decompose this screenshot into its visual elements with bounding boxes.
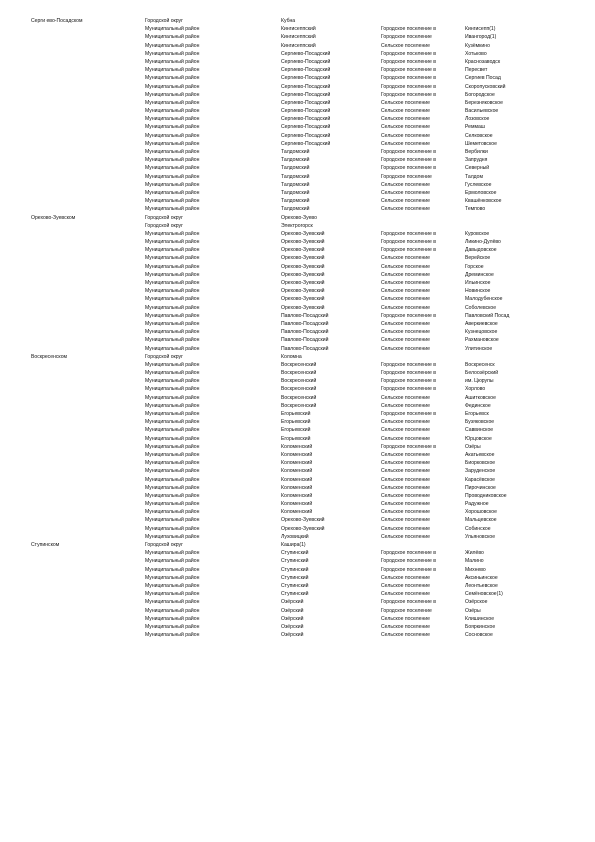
type-cell: Муниципальный район [145,550,200,557]
settlement-type-cell: Сельское поселение [381,460,430,467]
region-cell: Орехово-Зуевском [31,214,76,221]
district-cell: Сергиево-Посадский [281,58,331,65]
settlement-cell: Белоозёрский [465,370,499,377]
district-cell: Озёрский [281,607,304,614]
district-cell: Луховицкий [281,533,309,540]
type-cell: Муниципальный район [145,26,200,33]
settlement-cell: Сергиев Посад [465,75,501,82]
settlement-type-cell: Городское поселение в [381,411,436,417]
district-cell: Талдомский [281,198,310,205]
settlement-cell: Семёновское(1) [465,591,503,598]
settlement-cell: Бузяковское [465,419,495,426]
settlement-cell: Соболевское [465,304,497,311]
settlement-type-cell: Городское поселение в [381,312,436,319]
district-cell: Сергиево-Посадский [281,132,331,139]
district-cell: Павлово-Посадский [281,312,329,319]
settlement-cell: Радужное [465,501,489,508]
district-cell: Коломенский [281,460,313,467]
settlement-type-cell: Сельское поселение [381,427,430,434]
type-cell: Городской округ [145,214,183,221]
settlement-type-cell: Городское поселение в [381,239,436,246]
settlement-type-cell: Городское поселение [381,34,432,41]
settlement-cell: Заруденское [465,468,496,475]
settlement-cell: Мальцевское [465,517,497,524]
district-cell: Коломенский [281,443,313,450]
district-cell: Павлово-Посадский [281,345,329,352]
settlement-cell: Жилёво [465,550,484,557]
settlement-cell: Квашёнковское [465,198,502,205]
settlement-cell: Саввинское [465,427,494,434]
district-cell: Сергиево-Посадский [281,124,331,131]
settlement-type-cell: Сельское поселение [381,582,430,589]
type-cell: Муниципальный район [145,312,200,319]
settlement-cell: Озёрское [465,599,488,606]
settlement-type-cell: Сельское поселение [381,255,430,262]
settlement-type-cell: Сельское поселение [381,189,430,196]
district-cell: Коломна [281,353,302,360]
type-cell: Муниципальный район [145,574,200,581]
district-cell: Коломенский [281,451,313,458]
type-cell: Муниципальный район [145,632,200,639]
district-cell: Орехово-Зуевский [281,271,325,278]
settlement-type-cell: Городское поселение в [381,149,436,155]
settlement-cell: Михнево [465,566,486,573]
district-cell: Сергиево-Посадский [281,116,331,123]
type-cell: Муниципальный район [145,337,200,344]
district-cell: Сергиево-Посадский [281,99,331,106]
district-cell: Кингисеппский [281,34,316,41]
type-cell: Муниципальный район [145,124,200,131]
district-cell: Орехово-Зуевский [281,288,325,295]
settlement-cell: Верейское [465,255,491,262]
district-cell: Ступинский [281,558,309,565]
settlement-cell: Богородское [465,91,495,98]
settlement-cell: Ермоловское [465,189,497,196]
type-cell: Муниципальный район [145,198,200,205]
district-cell: Талдомский [281,149,310,155]
settlement-cell: Ивангород(1) [465,34,497,41]
type-cell: Муниципальный район [145,468,200,475]
settlement-type-cell: Городское поселение в [381,378,436,385]
settlement-type-cell: Сельское поселение [381,198,430,205]
type-cell: Муниципальный район [145,50,200,57]
settlement-cell: Кузёмкино [465,42,490,49]
district-cell: Орехово-Зуевский [281,517,325,524]
settlement-cell: Ликино-Дулёво [465,239,501,246]
district-cell: Павлово-Посадский [281,320,329,327]
type-cell: Городской округ [145,18,183,24]
settlement-type-cell: Сельское поселение [381,304,430,311]
settlement-type-cell: Городское поселение в [381,558,436,565]
district-cell: Озёрский [281,599,304,606]
settlement-cell: Озёры [465,607,481,614]
type-cell: Муниципальный район [145,206,200,213]
settlement-type-cell: Сельское поселение [381,484,430,491]
type-cell: Муниципальный район [145,460,200,467]
district-cell: Орехово-Зуевский [281,304,325,311]
type-cell: Муниципальный район [145,75,200,82]
type-cell: Муниципальный район [145,492,200,499]
type-cell: Муниципальный район [145,181,200,188]
district-cell: Орехово-Зуевский [281,247,325,254]
district-cell: Воскресенский [281,378,317,385]
type-cell: Муниципальный район [145,230,200,237]
settlement-cell: Бояркинское [465,623,496,630]
settlement-type-cell: Сельское поселение [381,288,430,295]
settlement-cell: Шеметовское [465,140,497,147]
settlement-cell: Куровское [465,230,490,237]
settlement-type-cell: Сельское поселение [381,337,430,344]
settlement-type-cell: Сельское поселение [381,623,430,630]
region-cell: Ступинском [31,542,60,548]
settlement-type-cell: Городское поселение в [381,26,436,33]
settlement-type-cell: Городское поселение в [381,67,436,74]
settlement-type-cell: Городское поселение в [381,599,436,606]
type-cell: Муниципальный район [145,189,200,196]
settlement-cell: Акатьевское [465,451,495,458]
settlement-cell: Горское [465,263,484,270]
type-cell: Муниципальный район [145,296,200,303]
type-cell: Муниципальный район [145,615,200,622]
settlement-type-cell: Сельское поселение [381,574,430,581]
settlement-type-cell: Сельское поселение [381,132,430,139]
settlement-type-cell: Сельское поселение [381,329,430,336]
district-cell: Озёрский [281,623,304,630]
settlement-cell: Фединское [465,402,491,409]
type-cell: Муниципальный район [145,558,200,565]
type-cell: Муниципальный район [145,165,200,172]
district-cell: Егорьевский [281,435,311,442]
settlement-type-cell: Городское поселение в [381,370,436,377]
settlement-type-cell: Сельское поселение [381,509,430,516]
district-cell: Орехово-Зуево [281,214,317,221]
settlement-type-cell: Городское поселение в [381,361,436,368]
type-cell: Муниципальный район [145,427,200,434]
type-cell: Муниципальный район [145,83,200,90]
district-cell: Сергиево-Посадский [281,91,331,98]
settlement-type-cell: Городское поселение в [381,165,436,172]
settlement-type-cell: Городское поселение в [381,443,436,450]
region-cell: Воскресенском [31,353,68,360]
district-cell: Талдомский [281,181,310,188]
settlement-type-cell: Городское поселение [381,607,432,614]
settlement-cell: Лозовское [465,116,490,123]
type-cell: Муниципальный район [145,91,200,98]
settlement-cell: Проводниковское [465,492,507,499]
district-cell: Егорьевский [281,427,311,434]
district-cell: Ступинский [281,582,309,589]
district-cell: Егорьевский [281,419,311,426]
type-cell: Муниципальный район [145,402,200,409]
settlement-type-cell: Сельское поселение [381,402,430,409]
type-cell: Муниципальный район [145,345,200,352]
settlement-cell: Скоропусковский [465,83,506,90]
district-cell: Кингисеппский [281,42,316,49]
type-cell: Муниципальный район [145,140,200,147]
district-cell: Павлово-Посадский [281,337,329,344]
settlement-cell: Васильевское [465,108,499,115]
settlement-type-cell: Сельское поселение [381,124,430,131]
settlement-cell: Дреминское [465,271,494,278]
settlement-cell: Запрудня [465,157,488,164]
settlement-cell: Павловский Посад [465,312,510,319]
type-cell: Муниципальный район [145,484,200,491]
settlement-type-cell: Городское поселение в [381,50,436,57]
settlement-type-cell: Сельское поселение [381,394,430,401]
settlement-type-cell: Сельское поселение [381,263,430,270]
settlement-cell: Талдом [465,173,483,180]
type-cell: Городской округ [145,353,183,360]
type-cell: Муниципальный район [145,173,200,180]
type-cell: Муниципальный район [145,361,200,368]
settlement-type-cell: Сельское поселение [381,533,430,540]
settlement-cell: Рахмановское [465,337,499,344]
settlement-cell: Юрцовское [465,435,492,442]
type-cell: Муниципальный район [145,525,200,532]
district-cell: Сергиево-Посадский [281,108,331,115]
settlement-type-cell: Сельское поселение [381,345,430,352]
settlement-cell: Карасёвское [465,476,495,483]
type-cell: Муниципальный район [145,582,200,589]
settlement-cell: Хорошовское [465,509,497,516]
settlement-cell: Егорьевск [465,411,489,417]
settlement-cell: Давыдовское [465,247,497,254]
settlement-type-cell: Сельское поселение [381,140,430,147]
settlement-cell: Хотьково [465,50,487,57]
district-cell: Орехово-Зуевский [281,296,325,303]
settlement-type-cell: Сельское поселение [381,108,430,115]
type-cell: Муниципальный район [145,370,200,377]
type-cell: Муниципальный район [145,501,200,508]
district-cell: Коломенский [281,476,313,483]
settlement-cell: Сосновское [465,632,493,639]
settlement-type-cell: Сельское поселение [381,591,430,598]
type-cell: Муниципальный район [145,280,200,286]
settlement-type-cell: Сельское поселение [381,99,430,106]
settlement-type-cell: Городское поселение в [381,247,436,254]
settlement-type-cell: Сельское поселение [381,632,430,639]
type-cell: Муниципальный район [145,329,200,336]
type-cell: Муниципальный район [145,599,200,606]
district-cell: Егорьевский [281,411,311,417]
district-cell: Электрогорск [281,222,313,229]
district-cell: Ступинский [281,574,309,581]
settlement-type-cell: Сельское поселение [381,615,430,622]
settlement-cell: Собинское [465,525,491,532]
settlement-type-cell: Городское поселение [381,173,432,180]
settlement-type-cell: Сельское поселение [381,320,430,327]
settlement-type-cell: Городское поселение в [381,58,436,65]
type-cell: Муниципальный район [145,435,200,442]
settlement-cell: Кузнецовское [465,329,498,336]
type-cell: Муниципальный район [145,288,200,295]
settlement-cell: им. Цюрупы [465,378,494,385]
district-cell: Сергиево-Посадский [281,50,331,57]
type-cell: Муниципальный район [145,476,200,483]
settlement-type-cell: Сельское поселение [381,476,430,483]
district-cell: Орехово-Зуевский [281,525,325,532]
type-cell: Муниципальный район [145,451,200,458]
settlement-type-cell: Городское поселение в [381,157,436,164]
type-cell: Муниципальный район [145,411,200,417]
type-cell: Муниципальный район [145,67,200,74]
settlement-cell: Малодубенское [465,296,503,303]
type-cell: Муниципальный район [145,386,200,393]
type-cell: Муниципальный район [145,566,200,573]
district-cell: Коломенский [281,484,313,491]
region-cell: Серги ево-Посадском [31,18,83,24]
type-cell: Муниципальный район [145,58,200,65]
type-cell: Муниципальный район [145,239,200,246]
settlement-cell: Аксиньинское [465,574,498,581]
type-cell: Городской округ [145,542,183,548]
settlement-cell: Воскресенск [465,361,495,368]
district-cell: Талдомский [281,157,310,164]
type-cell: Муниципальный район [145,108,200,115]
district-cell: Сергиево-Посадский [281,67,331,74]
type-cell: Муниципальный район [145,99,200,106]
district-cell: Ступинский [281,566,309,573]
settlement-type-cell: Городское поселение в [381,386,436,393]
district-cell: Орехово-Зуевский [281,263,325,270]
settlement-type-cell: Городское поселение в [381,83,436,90]
district-cell: Коломенский [281,509,313,516]
type-cell: Муниципальный район [145,419,200,426]
type-cell: Муниципальный район [145,517,200,524]
settlement-cell: Ильинское [465,280,491,286]
settlement-type-cell: Сельское поселение [381,468,430,475]
type-cell: Городской округ [145,222,183,229]
settlement-type-cell: Городское поселение в [381,566,436,573]
district-cell: Ступинский [281,591,309,598]
district-cell: Сергиево-Посадский [281,75,331,82]
settlement-cell: Краснозаводск [465,58,501,65]
type-cell: Муниципальный район [145,263,200,270]
settlement-cell: Озёры [465,443,481,450]
settlement-type-cell: Сельское поселение [381,206,430,213]
settlement-cell: Гуслевское [465,181,492,188]
settlement-cell: Селковское [465,132,493,139]
type-cell: Муниципальный район [145,378,200,385]
type-cell: Муниципальный район [145,255,200,262]
district-cell: Орехово-Зуевский [281,230,325,237]
settlement-type-cell: Сельское поселение [381,492,430,499]
district-cell: Воскресенский [281,402,317,409]
settlement-type-cell: Сельское поселение [381,525,430,532]
district-cell: Кубна [281,18,296,24]
settlement-type-cell: Городское поселение в [381,550,436,557]
settlement-cell: Новинское [465,288,491,295]
type-cell: Муниципальный район [145,591,200,598]
settlement-type-cell: Городское поселение в [381,75,436,82]
settlement-type-cell: Сельское поселение [381,181,430,188]
settlement-cell: Северный [465,165,490,172]
settlement-cell: Пересвет [465,67,488,74]
settlement-type-cell: Сельское поселение [381,116,430,123]
settlement-cell: Леонтьевское [465,582,498,589]
type-cell: Муниципальный район [145,304,200,311]
district-cell: Озёрский [281,632,304,639]
settlement-cell: Клишинское [465,615,495,622]
type-cell: Муниципальный район [145,509,200,516]
settlement-type-cell: Городское поселение в [381,91,436,98]
settlement-type-cell: Сельское поселение [381,42,430,49]
type-cell: Муниципальный район [145,623,200,630]
district-cell: Воскресенский [281,370,317,377]
district-cell: Орехово-Зуевский [281,280,325,286]
district-cell: Кашира(1) [281,542,306,548]
settlement-type-cell: Сельское поселение [381,501,430,508]
district-cell: Павлово-Посадский [281,329,329,336]
district-cell: Воскресенский [281,394,317,401]
settlement-type-cell: Городское поселение в [381,230,436,237]
district-cell: Талдомский [281,206,310,213]
settlement-type-cell: Сельское поселение [381,280,430,286]
district-cell: Воскресенский [281,361,317,368]
settlement-cell: Кингисепп(1) [465,26,496,33]
type-cell: Муниципальный район [145,42,200,49]
district-cell: Талдомский [281,165,310,172]
settlement-type-cell: Сельское поселение [381,271,430,278]
type-cell: Муниципальный район [145,607,200,614]
district-cell: Талдомский [281,173,310,180]
district-cell: Кингисеппский [281,26,316,33]
type-cell: Муниципальный район [145,320,200,327]
district-cell: Коломенский [281,492,313,499]
district-cell: Сергиево-Посадский [281,83,331,90]
type-cell: Муниципальный район [145,149,200,155]
type-cell: Муниципальный район [145,116,200,123]
settlement-cell: Малино [465,558,484,565]
type-cell: Муниципальный район [145,34,200,41]
district-cell: Орехово-Зуевский [281,239,325,246]
settlement-type-cell: Сельское поселение [381,517,430,524]
district-cell: Воскресенский [281,386,317,393]
district-cell: Сергиево-Посадский [281,140,331,147]
settlement-cell: Вербилки [465,149,488,155]
type-cell: Муниципальный район [145,533,200,540]
type-cell: Муниципальный район [145,271,200,278]
district-cell: Озёрский [281,615,304,622]
district-cell: Ступинский [281,550,309,557]
district-cell: Коломенский [281,501,313,508]
settlement-cell: Реммаш [465,124,485,131]
settlement-cell: Биорковское [465,460,496,467]
settlement-cell: Аверкиевское [465,320,498,327]
settlement-cell: Ульяновское [465,533,496,540]
settlement-type-cell: Сельское поселение [381,435,430,442]
settlement-type-cell: Сельское поселение [381,296,430,303]
district-cell: Орехово-Зуевский [281,255,325,262]
type-cell: Муниципальный район [145,157,200,164]
settlement-type-cell: Сельское поселение [381,451,430,458]
type-cell: Муниципальный район [145,443,200,450]
settlement-cell: Улитинское [465,345,493,352]
type-cell: Муниципальный район [145,132,200,139]
settlement-cell: Темпово [465,206,486,213]
settlement-cell: Хорлово [465,386,486,393]
settlement-cell: Пирочинское [465,484,496,491]
district-cell: Коломенский [281,468,313,475]
settlement-cell: Ашитковское [465,394,496,401]
type-cell: Муниципальный район [145,247,200,254]
district-cell: Талдомский [281,189,310,196]
type-cell: Муниципальный район [145,394,200,401]
settlement-type-cell: Сельское поселение [381,419,430,426]
settlement-cell: Березняковское [465,99,503,106]
